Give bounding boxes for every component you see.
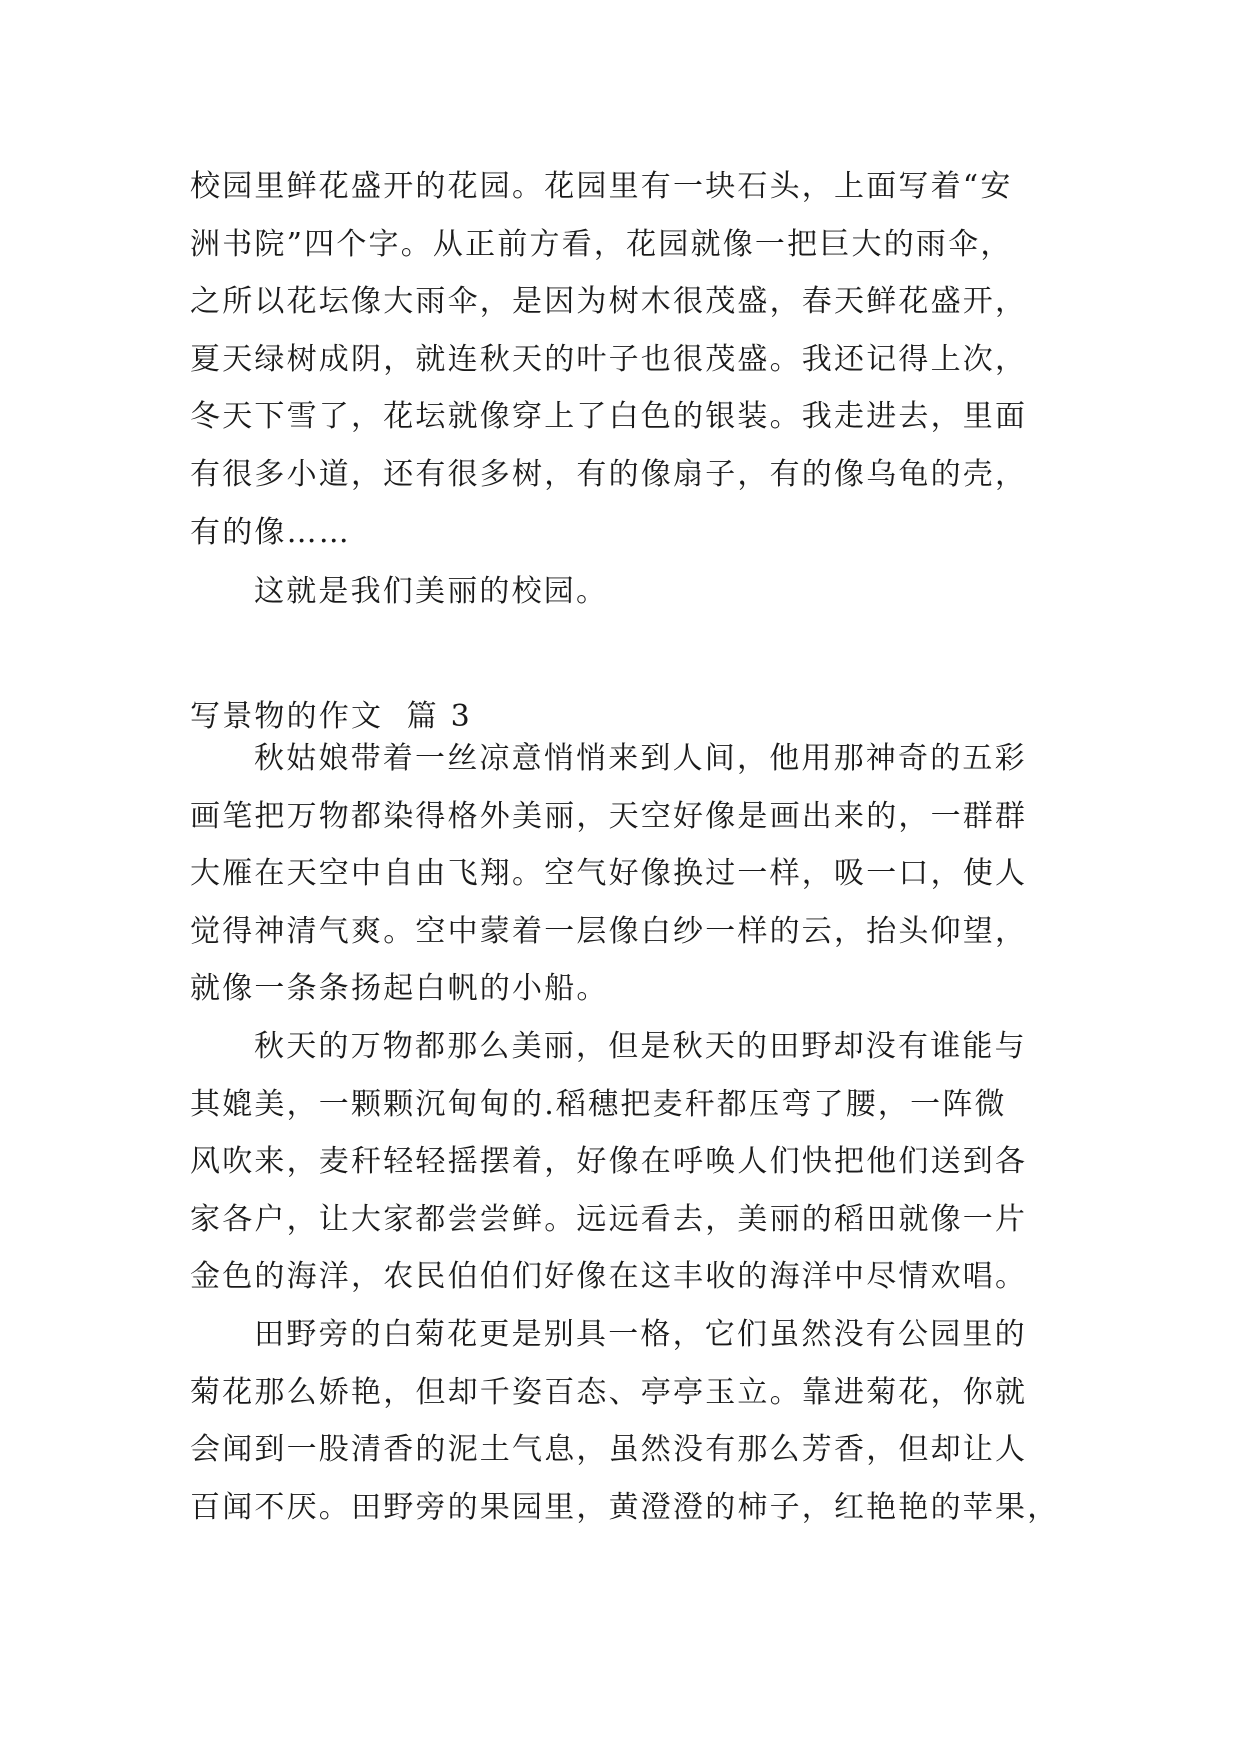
closing-line: 这就是我们美丽的校园。 — [254, 574, 609, 609]
paragraph-line: 冬天下雪了，花坛就像穿上了白色的银装。我走进去，里面 — [190, 399, 1028, 435]
paragraph-line: 田野旁的白菊花更是别具一格，它们虽然没有公园里的 — [254, 1316, 1027, 1352]
paragraph-line: 就像一条条扬起白帆的小船。 — [190, 971, 609, 1007]
essay-body — [190, 730, 1060, 1536]
section-title: 写景物的作文 篇 3 — [190, 699, 472, 734]
paragraph-line: 会闻到一股清香的泥土气息，虽然没有那么芳香，但却让人 — [190, 1432, 1028, 1468]
paragraph-line: 秋姑娘带着一丝凉意悄悄来到人间，他用那神奇的五彩 — [254, 741, 1027, 776]
previous-essay-paragraph — [190, 158, 1052, 561]
paragraph-line: 有的像…… — [190, 514, 351, 550]
paragraph-line: 画笔把万物都染得格外美丽，天空好像是画出来的，一群群 — [190, 798, 1028, 834]
paragraph-line: 校园里鲜花盛开的花园。花园里有一块石头，上面写着“安 — [190, 169, 1013, 204]
paragraph-line: 有很多小道，还有很多树，有的像扇子，有的像乌龟的壳， — [190, 456, 1028, 492]
paragraph-line: 金色的海洋，农民伯伯们好像在这丰收的海洋中尽情欢唱。 — [190, 1259, 1028, 1295]
paragraph-line: 菊花那么娇艳，但却千姿百态、亭亭玉立。靠进菊花，你就 — [190, 1374, 1028, 1410]
previous-essay-closing — [190, 563, 1052, 621]
paragraph-line: 夏天绿树成阴，就连秋天的叶子也很茂盛。我还记得上次， — [190, 341, 1028, 377]
paragraph-line: 洲书院”四个字。从正前方看，花园就像一把巨大的雨伞， — [190, 226, 1013, 262]
paragraph-line: 百闻不厌。田野旁的果园里，黄澄澄的柿子，红艳艳的苹果， — [190, 1489, 1060, 1525]
paragraph-line: 大雁在天空中自由飞翔。空气好像换过一样，吸一口，使人 — [190, 856, 1028, 892]
paragraph-line: 之所以花坛像大雨伞，是因为树木很茂盛，春天鲜花盛开， — [190, 284, 1028, 320]
paragraph-line: 觉得神清气爽。空中蒙着一层像白纱一样的云，抬头仰望， — [190, 913, 1028, 949]
paragraph-line: 秋天的万物都那么美丽，但是秋天的田野却没有谁能与 — [254, 1028, 1027, 1064]
paragraph-line: 其媲美，一颗颗沉甸甸的.稻穗把麦秆都压弯了腰，一阵微 — [190, 1086, 1007, 1122]
paragraph-line: 风吹来，麦秆轻轻摇摆着，好像在呼唤人们快把他们送到各 — [190, 1144, 1028, 1180]
paragraph-line: 家各户，让大家都尝尝鲜。远远看去，美丽的稻田就像一片 — [190, 1201, 1028, 1237]
